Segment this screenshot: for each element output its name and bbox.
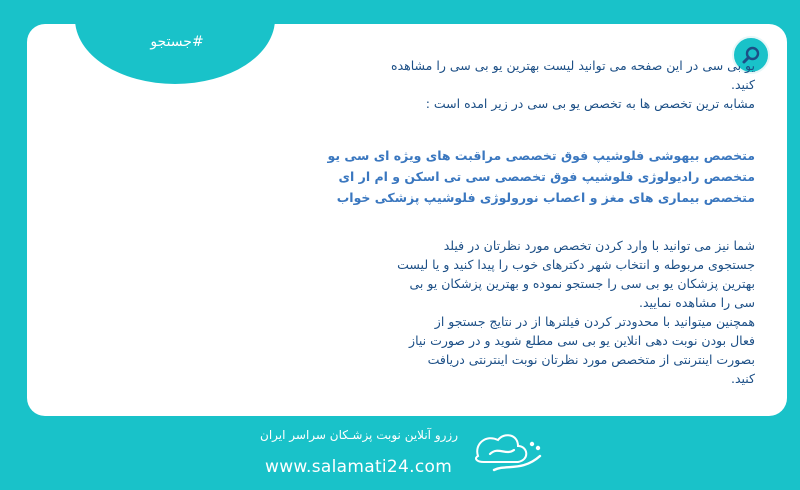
paragraph-line: جستجوی مربوطه و انتخاب شهر دکترهای خوب را پیدا کنید و یا لیست xyxy=(397,257,755,272)
footer-slogan: رزرو آنلاین نوبت پزشـکان سراسر ایران xyxy=(260,428,458,442)
paragraph-line: شما نیز می توانید با وارد کردن تخصص مورد نظرتان در فیلد xyxy=(443,238,755,253)
intro-line: یو بی سی در این صفحه می توانید لیست بهترین یو بی سی را مشاهده xyxy=(391,58,755,73)
paragraph-line: فعال بودن نوبت دهی انلاین یو بی سی مطلع شوید و در صورت نیاز xyxy=(409,333,755,348)
intro-line: کنید. xyxy=(730,77,755,92)
intro-line: مشابه ترین تخصص ها به تخصص یو بی سی در زیر امده است : xyxy=(425,96,755,111)
salamati-logo-icon xyxy=(470,426,550,476)
specialty-link[interactable]: متخصص بیماری های مغز و اعصاب نورولوژی فلوشیپ پزشکی خواب xyxy=(336,190,755,205)
paragraph-line: کنید. xyxy=(730,371,755,386)
paragraph-line: سی را مشاهده نمایید. xyxy=(639,295,755,310)
paragraph-line: بهترین پزشکان یو بی سی را جستجو نموده و بهترین پزشکان یو بی xyxy=(409,276,755,291)
paragraph-line: همچنین میتوانید با محدودتر کردن فیلترها از در نتایج جستجو از xyxy=(434,314,755,329)
description-text xyxy=(235,56,755,388)
specialty-link[interactable]: متخصص رادیولوژی فلوشیپ فوق تخصصی سی تی اسکن و ام ار ای xyxy=(338,169,755,184)
search-tag[interactable]: #جستجو xyxy=(150,34,204,50)
footer-url[interactable]: www.salamati24.com xyxy=(265,457,453,477)
paragraph-line: بصورت اینترنتی از متخصص مورد نظرتان نوبت اینترنتی دریافت xyxy=(427,352,755,367)
content-card xyxy=(27,24,787,416)
specialty-link[interactable]: متخصص بیهوشی فلوشیپ فوق تخصصی مراقبت های ویژه ای سی یو xyxy=(327,148,755,163)
